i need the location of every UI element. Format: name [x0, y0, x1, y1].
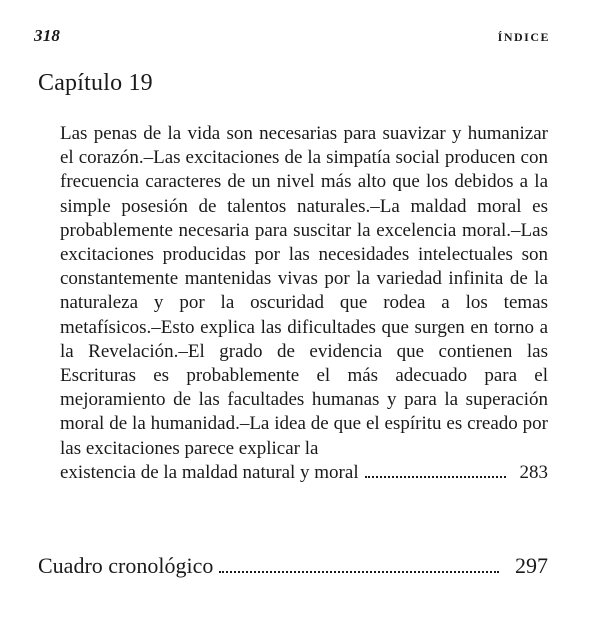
chapter-summary-last-line: existencia de la maldad natural y moral — [60, 461, 359, 483]
chapter-summary — [60, 122, 548, 485]
toc-entry-cuadro-cronologico — [38, 553, 548, 579]
chapter-summary-final-line — [60, 461, 548, 485]
dot-leader — [365, 476, 506, 478]
toc-entry-page-ref: 297 — [515, 553, 548, 578]
toc-entry-title: Cuadro cronológico — [38, 553, 214, 578]
chapter-heading: Capítulo 19 — [38, 70, 153, 96]
page-number: 318 — [34, 26, 61, 45]
chapter-summary-text: Las penas de la vida son necesarias para suavizar y humanizar el corazón.–Las excitaciones de la simpatía social producen con frecuencia caracteres de un nivel más alto que los debidos a la simple posesión de talentos naturales.–La maldad moral es probablemente necesaria para suscitar la excelencia moral.–Las excitaciones producidas por las necesidades intelectuales son constantemente mantenidas vivas por la variedad infinita de la naturaleza y por la oscuridad que rodea a los temas metafísicos.–Esto explica las dificultades que surgen en torno a la Revelación.–El grado de evidencia que contienen las Escrituras es probablemente el más adecuado para el mejoramiento de las facultades humanas y para la superación moral de la humanidad.–La idea de que el espíritu es creado por las excitaciones parece explicar la — [60, 123, 548, 459]
chapter-page-ref: 283 — [519, 461, 548, 483]
running-head: ÍNDICE — [497, 30, 550, 44]
dot-leader — [219, 571, 499, 573]
